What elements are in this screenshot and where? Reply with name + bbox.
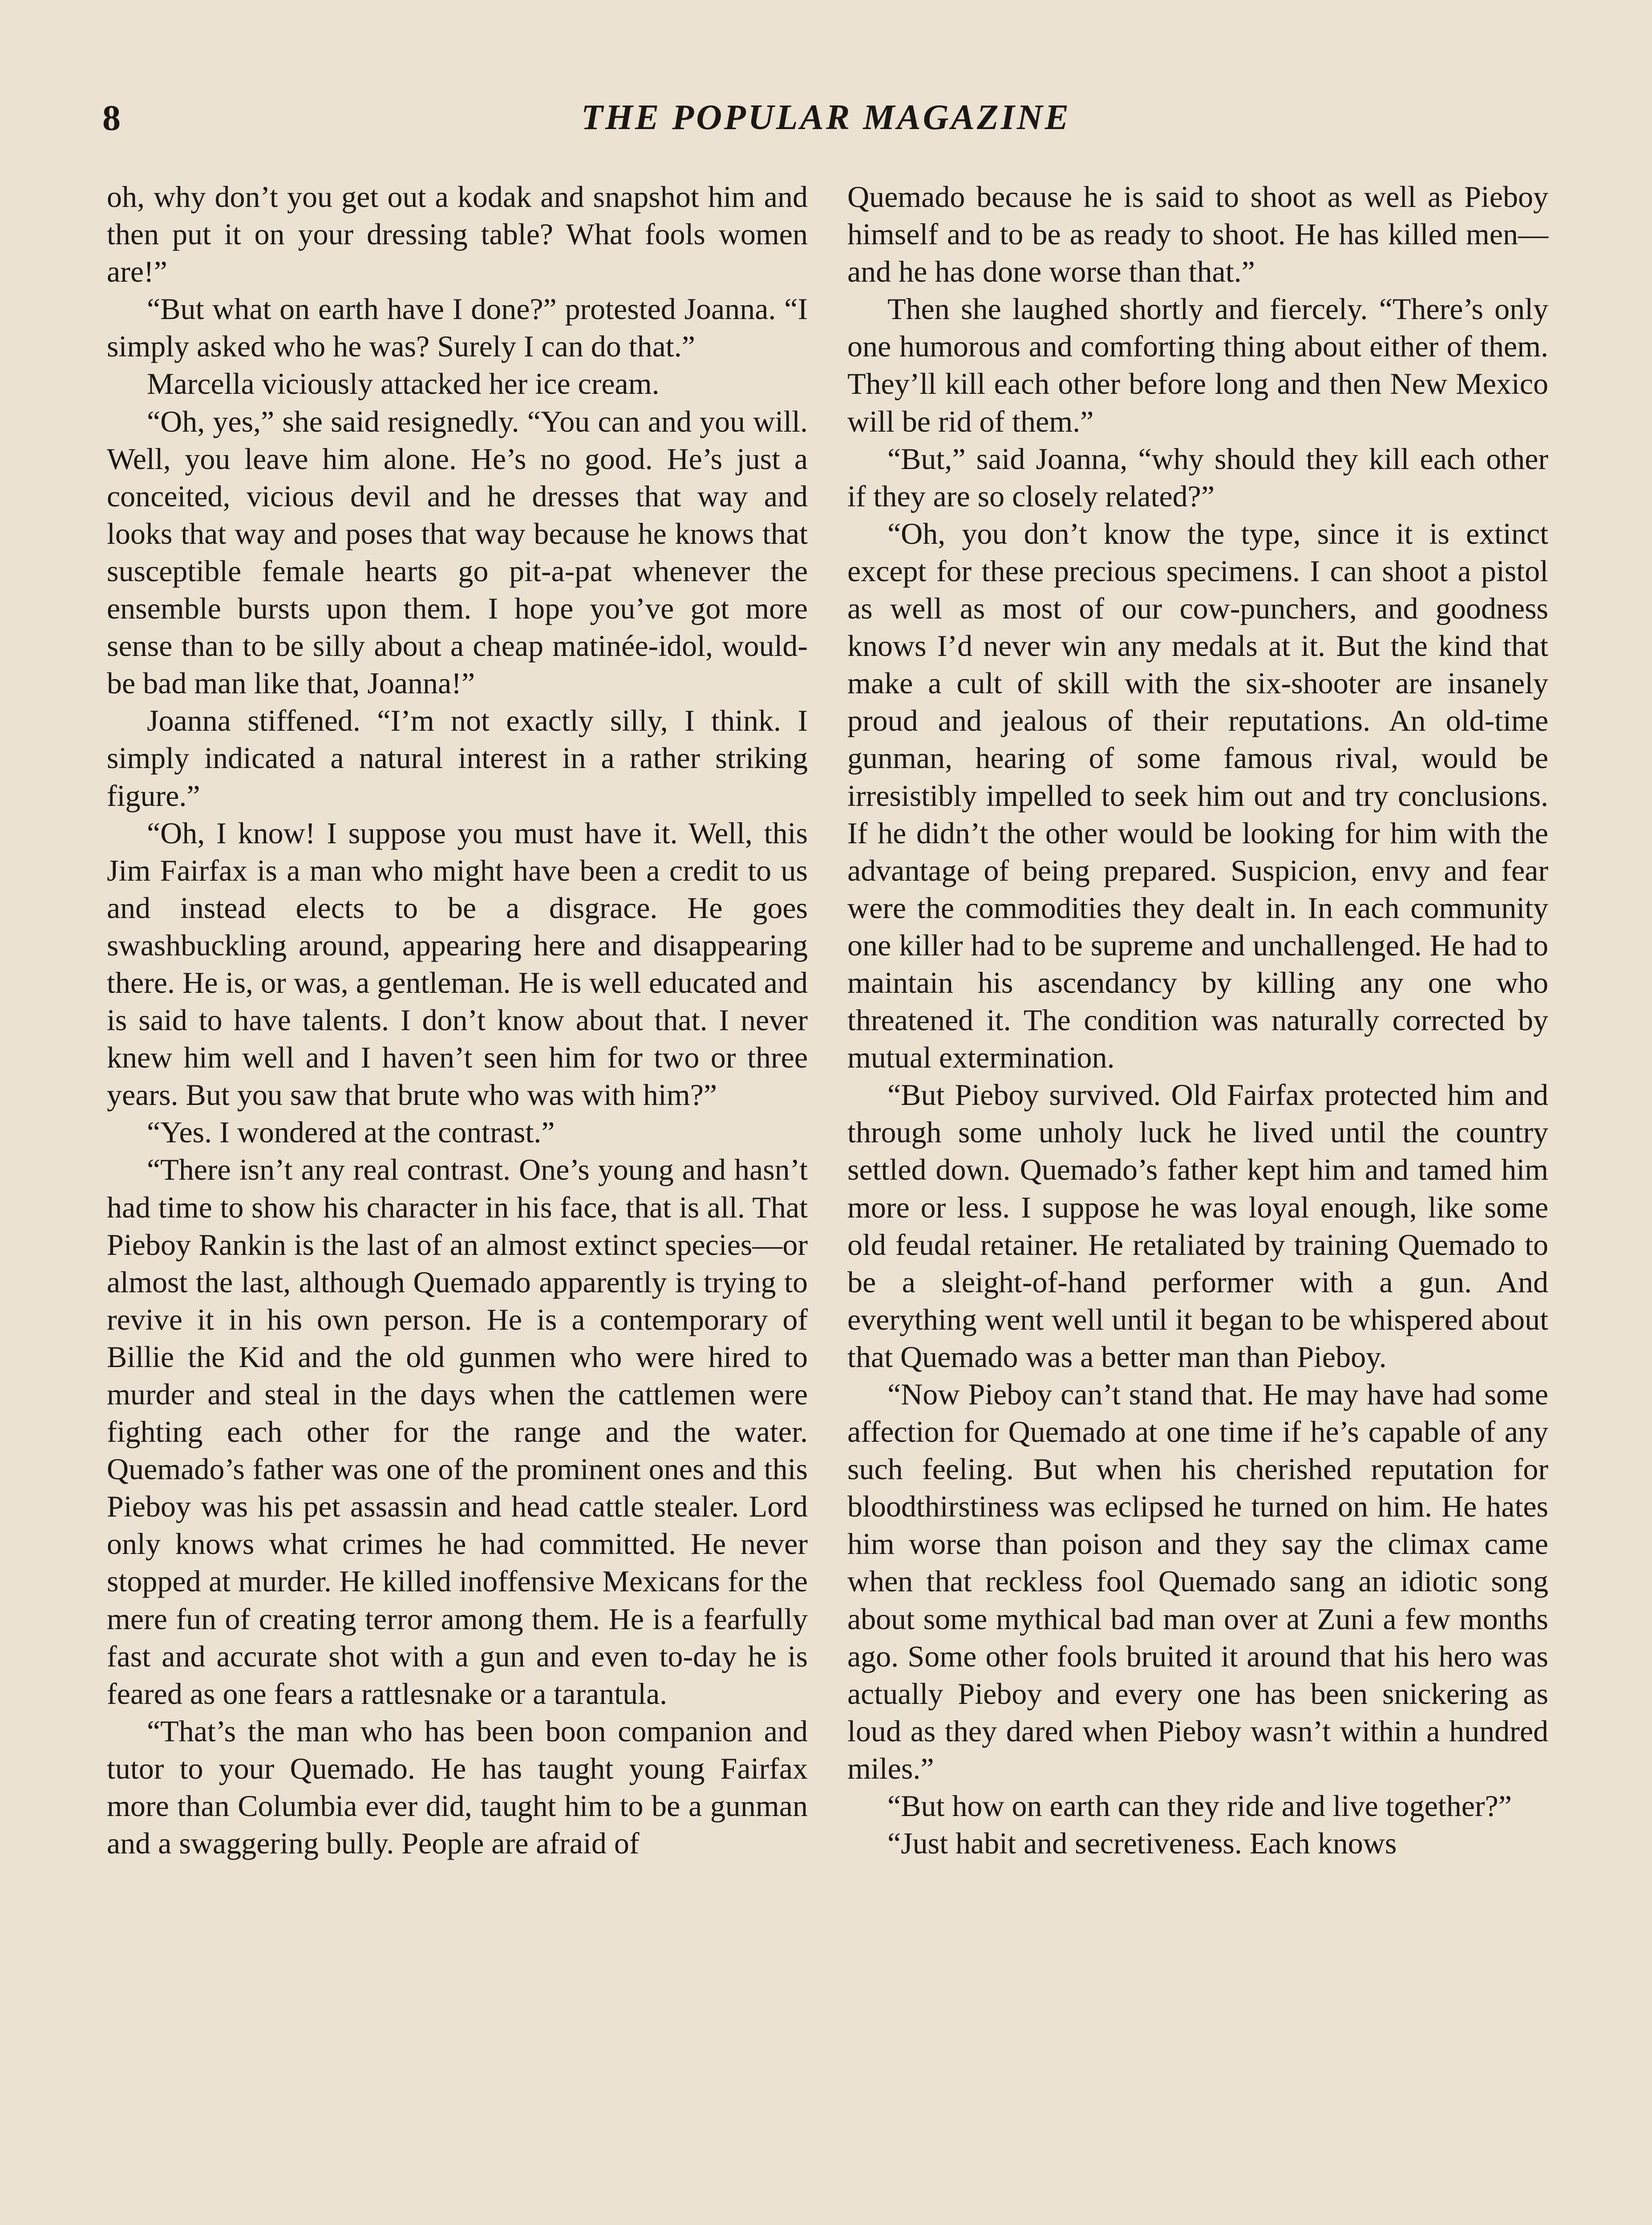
paragraph: “That’s the man who has been boon companion and tutor to your Quemado. He has taught young Fairfax more than Columbia ever did, taught him to be a gunman and a swaggering bully. People are afraid of: [107, 1714, 808, 1861]
paragraph: Then she laughed shortly and fiercely. “There’s only one humorous and comforting thing about either of them. They’ll kill each other before long and then New Mexico will be rid of them.”: [847, 292, 1548, 438]
paragraph: “Oh, I know! I suppose you must have it. Well, this Jim Fairfax is a man who might have been a credit to us and instead elects to be a disgrace. He goes swashbuckling around, appearing here and disappearing there. He is, or was, a gentleman. He is well educated and is said to have talents. I don’t know about that. I never knew him well and I haven’t seen him for two or three years. But you saw that brute who was with him?”: [107, 816, 808, 1112]
paragraph: “There isn’t any real contrast. One’s young and hasn’t had time to show his character in his face, that is all. That Pieboy Rankin is the last of an almost extinct species—or almost the last, although Quemado apparently is trying to revive it in his own person. He is a contemporary of Billie the Kid and the old gunmen who were hired to murder and steal in the days when the cattlemen were fighting each other for the range and the water. Quemado’s father was one of the prominent ones and this Pieboy was his pet assassin and head cattle stealer. Lord only knows what crimes he had committed. He never stopped at murder. He killed inoffensive Mexicans for the mere fun of creating terror among them. He is a fearfully fast and accurate shot with a gun and even to-day he is feared as one fears a rattlesnake or a tarantula.: [107, 1153, 808, 1711]
paragraph: Marcella viciously attacked her ice cream.: [147, 367, 660, 401]
paragraph: Joanna stiffened. “I’m not exactly silly, I think. I simply indicated a natural interest in a rather striking figure.”: [107, 704, 808, 813]
paragraph: “But,” said Joanna, “why should they kill each other if they are so closely related?”: [847, 441, 1548, 513]
paragraph: “Now Pieboy can’t stand that. He may have had some affection for Quemado at one time if he’s capable of any such feeling. But when his cherished reputation for bloodthirstiness was eclipsed he turned on him. He hates him worse than poison and they say the climax came when that reckless fool Quemado sang an idiotic song about some mythical bad man over at Zuni a few months ago. Some other fools bruited it around that his hero was actually Pieboy and every one has been snickering as loud as they dared when Pieboy wasn’t within a hundred miles.”: [847, 1377, 1548, 1785]
left-column: [107, 178, 808, 1862]
paragraph: “Just habit and secretiveness. Each knows: [887, 1826, 1397, 1861]
running-head: THE POPULAR MAGAZINE: [581, 98, 1071, 137]
paragraph: “Oh, you don’t know the type, since it is extinct except for these precious specimens. I can shoot a pistol as well as most of our cow-punchers, and goodness knows I’d never win any medals at it. But the kind that make a cult of skill with the six-shooter are insanely proud and jealous of their reputations. An old-time gunman, hearing of some famous rival, would be irresistibly impelled to seek him out and try conclusions. If he didn’t the other would be looking for him with the advantage of being prepared. Suspicion, envy and fear were the commodities they dealt in. In each community one killer had to be supreme and unchallenged. He had to maintain his ascendancy by killing any one who threatened it. The condition was naturally corrected by mutual extermination.: [847, 516, 1548, 1075]
paragraph: “Yes. I wondered at the contrast.”: [147, 1115, 555, 1149]
paragraph: oh, why don’t you get out a kodak and snapshot him and then put it on your dressing table? What fools women are!”: [107, 180, 808, 289]
paragraph: Quemado because he is said to shoot as well as Pieboy himself and to be as ready to shoot. He has killed men—and he has done worse than that.”: [847, 180, 1548, 289]
right-column: [847, 178, 1548, 1862]
page-number: 8: [102, 97, 121, 138]
paragraph: “But how on earth can they ride and live together?”: [887, 1789, 1512, 1823]
paragraph: “But what on earth have I done?” protested Joanna. “I simply asked who he was? Surely I can do that.”: [107, 292, 808, 364]
paragraph: “But Pieboy survived. Old Fairfax protected him and through some unholy luck he lived until the country settled down. Quemado’s father kept him and tamed him more or less. I suppose he was loyal enough, like some old feudal retainer. He retaliated by training Quemado to be a sleight-of-hand performer with a gun. And everything went well until it began to be whispered about that Quemado was a better man than Pieboy.: [847, 1078, 1548, 1374]
paragraph: “Oh, yes,” she said resignedly. “You can and you will. Well, you leave him alone. He’s no good. He’s just a conceited, vicious devil and he dresses that way and looks that way and poses that way because he knows that susceptible female hearts go pit-a-pat whenever the ensemble bursts upon them. I hope you’ve got more sense than to be silly about a cheap matinée-idol, would-be bad man like that, Joanna!”: [107, 404, 808, 700]
